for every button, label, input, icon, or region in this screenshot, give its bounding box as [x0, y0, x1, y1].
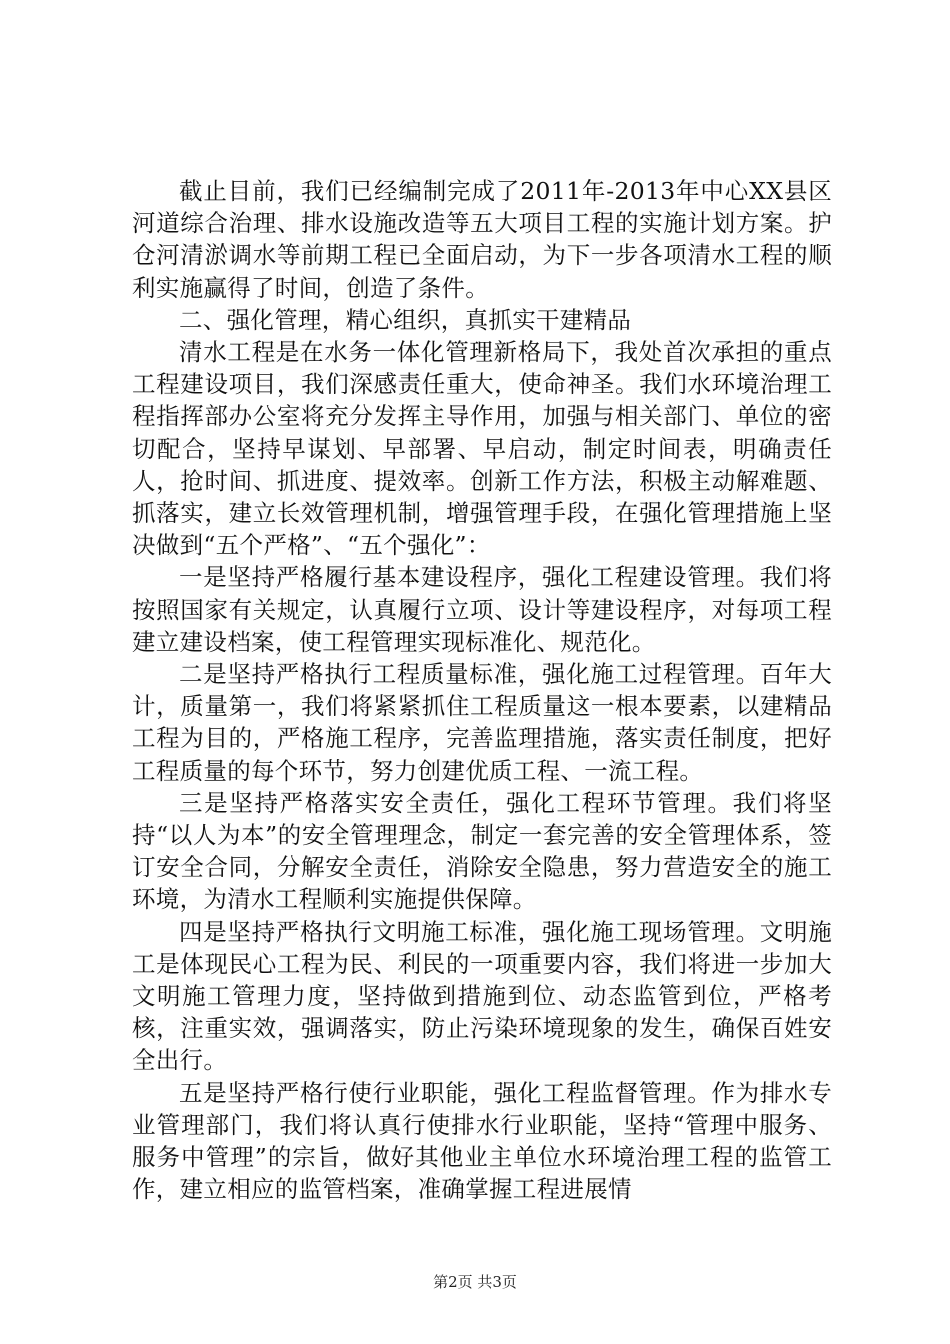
paragraph-management-overview: 清水工程是在水务一体化管理新格局下，我处首次承担的重点工程建设项目，我们深感责任重大，使命神圣。我们水环境治理工程指挥部办公室将充分发挥主导作用，加强与相关部门、单位的密切配合，坚持早谋划、早部署、早启动，制定时间表，明确责任人，抢时间、抓进度、提效率。创新工作方法，积极主动解难题、抓落实，建立长效管理机制，增强管理手段，在强化管理措施上坚决做到“五个严格”、“五个强化”： — [132, 338, 832, 560]
paragraph-progress-summary: 截止目前，我们已经编制完成了2011年-2013年中心XX县区河道综合治理、排水设施改造等五大项目工程的实施计划方案。护仓河清淤调水等前期工程已全面启动，为下一步各项清水工程的顺利实施赢得了时间，创造了条件。 — [132, 177, 832, 302]
paragraph-point-1: 一是坚持严格履行基本建设程序，强化工程建设管理。我们将按照国家有关规定，认真履行立项、设计等建设程序，对每项工程建立建设档案，使工程管理实现标准化、规范化。 — [132, 563, 832, 656]
page-number-footer: 第2页 共3页 — [433, 1273, 517, 1291]
paragraph-point-5: 五是坚持严格行使行业职能，强化工程监督管理。作为排水专业管理部门，我们将认真行使排水行业职能，坚持“管理中服务、服务中管理”的宗旨，做好其他业主单位水环境治理工程的监管工作，建立相应的监管档案，准确掌握工程进展情 — [132, 1078, 832, 1204]
paragraph-point-2: 二是坚持严格执行工程质量标准，强化施工过程管理。百年大计，质量第一，我们将紧紧抓住工程质量这一根本要素，以建精品工程为目的，严格施工程序，完善监理措施，落实责任制度，把好工程质量的每个环节，努力创建优质工程、一流工程。 — [132, 660, 832, 785]
section-heading-2: 二、强化管理，精心组织，真抓实干建精品 — [179, 305, 632, 334]
paragraph-point-4: 四是坚持严格执行文明施工标准，强化施工现场管理。文明施工是体现民心工程为民、利民的一项重要内容，我们将进一步加大文明施工管理力度，坚持做到措施到位、动态监管到位，严格考核，注重实效，强调落实，防止污染环境现象的发生，确保百姓安全出行。 — [132, 917, 832, 1075]
paragraph-point-3: 三是坚持严格落实安全责任，强化工程环节管理。我们将坚持“以人为本”的安全管理理念，制定一套完善的安全管理体系，签订安全合同，分解安全责任，消除安全隐患，努力营造安全的施工环境，为清水工程顺利实施提供保障。 — [132, 788, 832, 914]
document-body — [132, 175, 832, 1206]
